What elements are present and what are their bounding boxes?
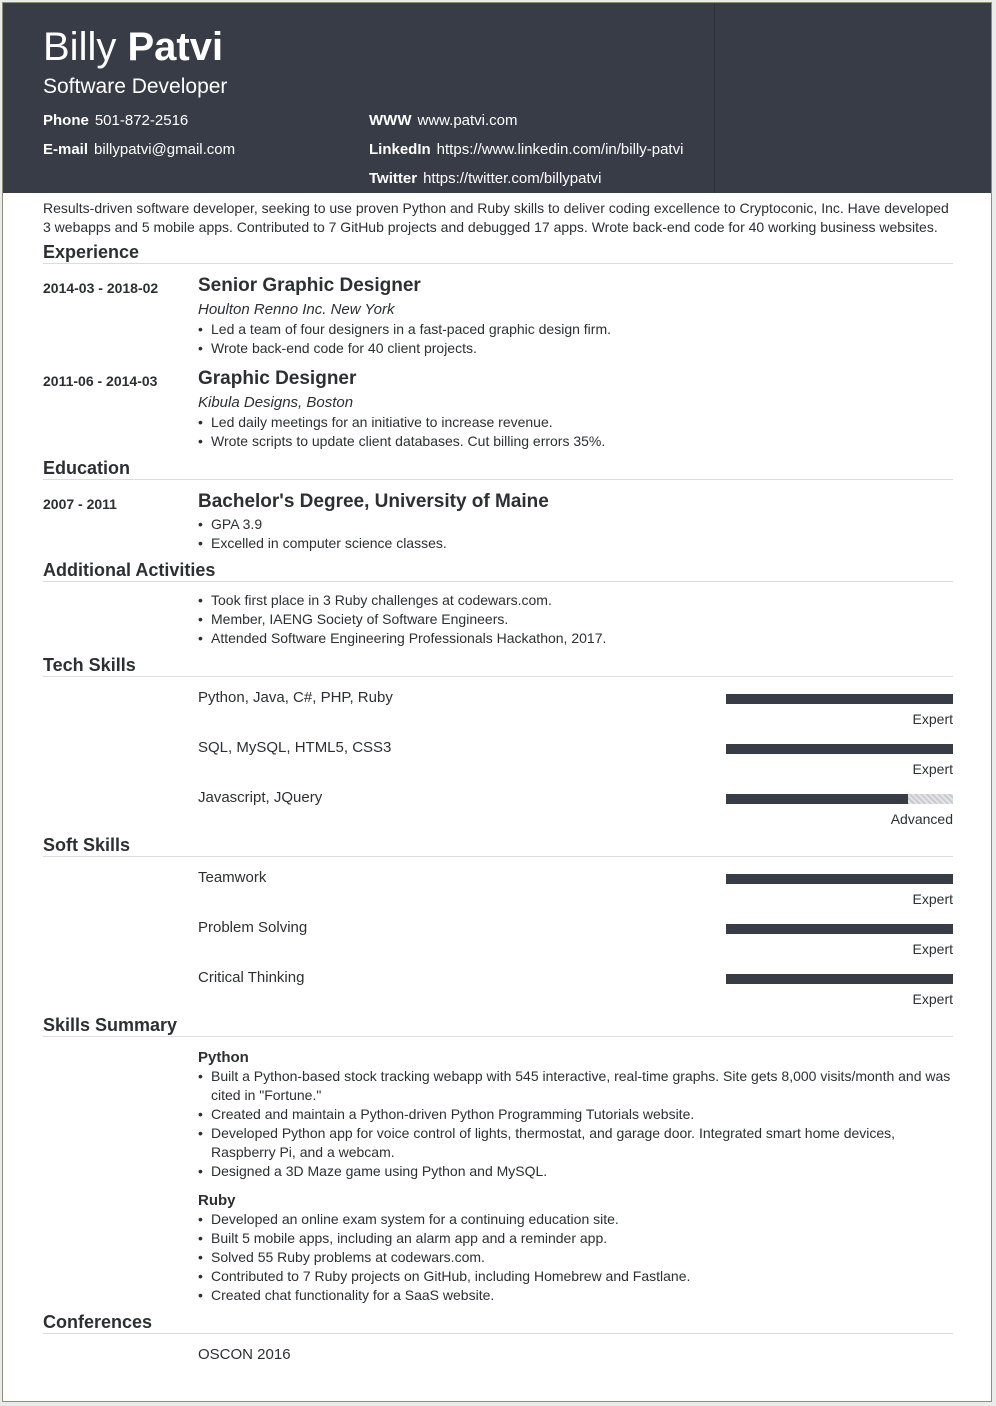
section-title-activities: Additional Activities (43, 560, 216, 580)
section-divider (43, 263, 953, 264)
skills-summary-subtitle: Ruby (198, 1192, 236, 1209)
phone-value[interactable]: 501-872-2516 (94, 112, 189, 129)
first-name: Billy (43, 25, 117, 69)
skill-level-bar (726, 874, 953, 884)
section-title-tech-skills: Tech Skills (43, 655, 136, 675)
list-item: • Contributed to 7 Ruby projects on GitHub, including Homebrew and Fastlane. (198, 1267, 958, 1286)
skill-level-fill (726, 694, 953, 704)
list-item: • Built 5 mobile apps, including an alarm app and a reminder app. (198, 1229, 958, 1248)
conference-item: OSCON 2016 (198, 1346, 291, 1363)
skill-level-bar (726, 744, 953, 754)
skill-level-bar (726, 974, 953, 984)
skill-level-bar (726, 924, 953, 934)
activities-bullets (198, 591, 958, 648)
experience-bullets (198, 320, 958, 358)
tech-skill-name: Javascript, JQuery (198, 789, 323, 806)
job-title: Software Developer (43, 75, 228, 98)
skill-level-label: Expert (912, 991, 953, 1007)
list-item: • Wrote scripts to update client databases. Cut billing errors 35%. (198, 432, 958, 451)
list-item: • Took first place in 3 Ruby challenges at codewars.com. (198, 591, 958, 610)
skill-level-bar (726, 694, 953, 704)
section-title-soft-skills: Soft Skills (43, 835, 131, 855)
contact-label: Twitter (369, 170, 418, 187)
linkedin-link[interactable]: https://www.linkedin.com/in/billy-patvi (436, 141, 684, 158)
contact-label: LinkedIn (369, 141, 431, 158)
section-title-skills-summary: Skills Summary (43, 1015, 178, 1035)
section-divider (43, 581, 953, 582)
list-item: • Wrote back-end code for 40 client projects. (198, 339, 958, 358)
section-divider (43, 676, 953, 677)
website-link[interactable]: www.patvi.com (417, 112, 518, 129)
experience-company: Houlton Renno Inc. New York (198, 301, 395, 318)
skills-summary-subtitle: Python (198, 1049, 249, 1066)
candidate-name (43, 25, 223, 69)
section-divider (43, 856, 953, 857)
list-item: • Created and maintain a Python-driven Python Programming Tutorials website. (198, 1105, 958, 1124)
soft-skill-name: Critical Thinking (198, 969, 305, 986)
list-item: • Designed a 3D Maze game using Python and MySQL. (198, 1162, 958, 1181)
header-divider (714, 3, 715, 193)
tech-skill-name: Python, Java, C#, PHP, Ruby (198, 689, 393, 706)
skill-level-fill (726, 794, 908, 804)
contact-label: WWW (369, 112, 412, 129)
skill-level-fill (726, 744, 953, 754)
section-divider (43, 1333, 953, 1334)
section-divider (43, 479, 953, 480)
section-divider (43, 1036, 953, 1037)
tech-skill-name: SQL, MySQL, HTML5, CSS3 (198, 739, 392, 756)
experience-dates: 2011-06 - 2014-03 (43, 373, 158, 389)
contact-label: Phone (43, 112, 89, 129)
experience-dates: 2014-03 - 2018-02 (43, 280, 159, 296)
skill-level-label: Expert (912, 941, 953, 957)
skills-summary-bullets (198, 1210, 958, 1305)
list-item: • Developed an online exam system for a continuing education site. (198, 1210, 958, 1229)
contact-phone (43, 112, 188, 130)
contact-www (369, 112, 518, 130)
soft-skill-name: Problem Solving (198, 919, 308, 936)
experience-company: Kibula Designs, Boston (198, 394, 354, 411)
contact-label: E-mail (43, 141, 89, 158)
contact-linkedin (369, 141, 683, 159)
education-bullets (198, 515, 958, 553)
section-title-experience: Experience (43, 242, 140, 262)
list-item: • GPA 3.9 (198, 515, 958, 534)
skill-level-fill (726, 874, 953, 884)
skill-level-label: Expert (912, 711, 953, 727)
list-item: • Developed Python app for voice control of lights, thermostat, and garage door. Integrated smart home devices, Raspberry Pi, and a webcam. (198, 1124, 958, 1162)
skill-level-fill (726, 924, 953, 934)
profile-summary: Results-driven software developer, seeking to use proven Python and Ruby skills to deliver coding excellence to Cryptoconic, Inc. Have developed 3 webapps and 5 mobile apps. Contributed to 7 GitHub projects and debugged 17 apps. Wrote back-end code for 40 working business websites. (43, 200, 949, 235)
last-name: Patvi (127, 25, 224, 69)
education-degree: Bachelor's Degree, University of Maine (198, 491, 549, 512)
experience-role: Senior Graphic Designer (198, 275, 421, 296)
list-item: • Member, IAENG Society of Software Engineers. (198, 610, 958, 629)
section-title-conferences: Conferences (43, 1312, 153, 1332)
skill-level-fill (726, 974, 953, 984)
skill-level-label: Expert (912, 761, 953, 777)
resume-header (3, 3, 991, 193)
list-item: • Excelled in computer science classes. (198, 534, 958, 553)
skills-summary-bullets (198, 1067, 958, 1181)
list-item: • Built a Python-based stock tracking webapp with 545 interactive, real-time graphs. Site gets 8,000 visits/month and was cited in "Fortune." (198, 1067, 958, 1105)
skill-level-label: Expert (912, 891, 953, 907)
resume-page (2, 2, 992, 1402)
soft-skill-name: Teamwork (198, 869, 267, 886)
list-item: • Created chat functionality for a SaaS website. (198, 1286, 958, 1305)
section-title-education: Education (43, 458, 131, 478)
skill-level-bar (726, 794, 953, 804)
skill-level-label: Advanced (890, 811, 953, 827)
list-item: • Led a team of four designers in a fast-paced graphic design firm. (198, 320, 958, 339)
email-link[interactable]: billypatvi@gmail.com (94, 141, 236, 158)
twitter-link[interactable]: https://twitter.com/billypatvi (423, 170, 602, 187)
experience-bullets (198, 413, 958, 451)
education-dates: 2007 - 2011 (43, 496, 117, 512)
experience-role: Graphic Designer (198, 368, 357, 389)
list-item: • Led daily meetings for an initiative to increase revenue. (198, 413, 958, 432)
list-item: • Solved 55 Ruby problems at codewars.com. (198, 1248, 958, 1267)
list-item: • Attended Software Engineering Professionals Hackathon, 2017. (198, 629, 958, 648)
contact-email (43, 141, 235, 159)
contact-twitter (369, 170, 601, 188)
